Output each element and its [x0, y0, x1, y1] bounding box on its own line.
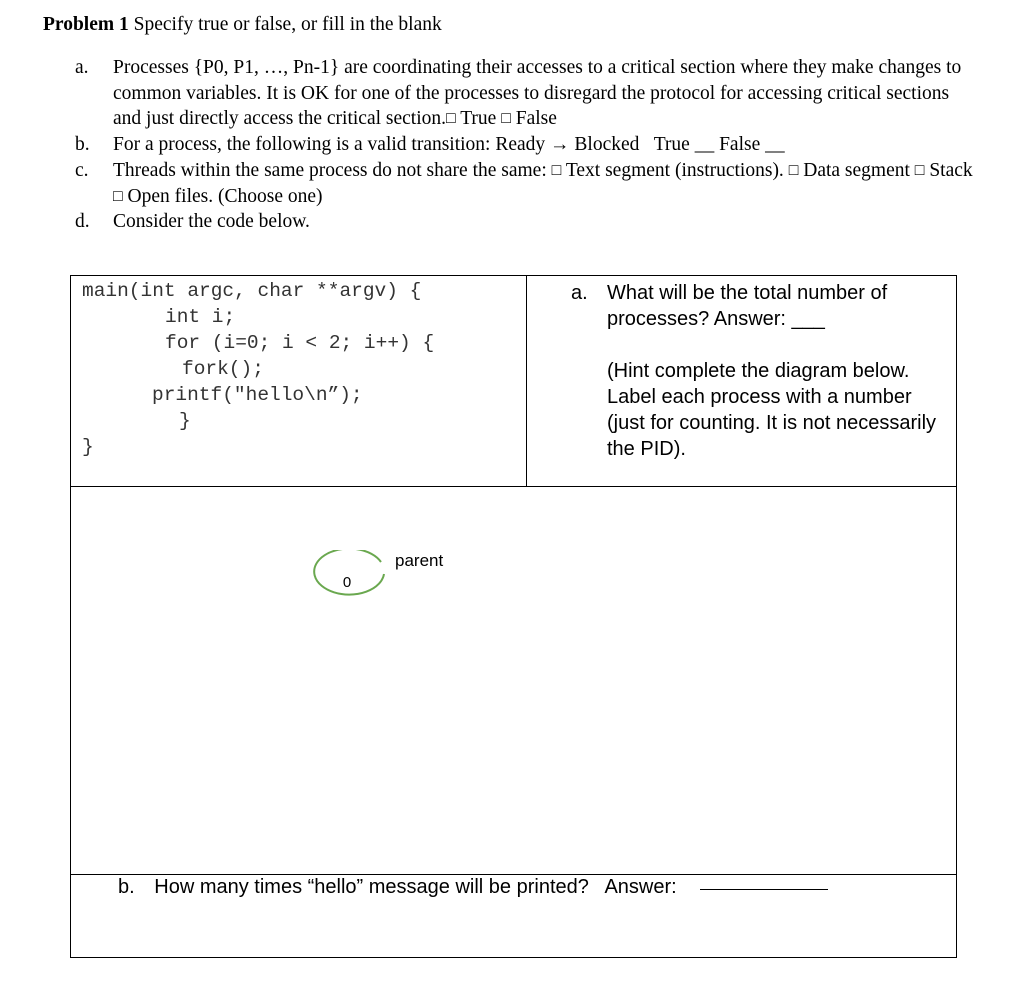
- question-a: [571, 280, 951, 462]
- question-b: [118, 876, 828, 899]
- problem-title: [43, 14, 442, 36]
- checkbox-true-a[interactable]: □: [446, 110, 456, 127]
- item-b-marker: b.: [75, 134, 90, 155]
- code-line-6: }: [179, 410, 191, 432]
- problem-instruction: Specify true or false, or fill in the blank: [133, 14, 442, 35]
- code-line-2: int i;: [165, 306, 236, 328]
- item-b-false-label: False: [719, 134, 761, 155]
- item-c-text: Threads within the same process do not share the same:: [113, 160, 547, 181]
- question-b-text: How many times “hello” message will be printed?: [154, 876, 589, 898]
- question-a-text: What will be the total number of processes? Answer:: [607, 282, 888, 330]
- item-a-marker: a.: [75, 57, 89, 78]
- checkbox-false-a[interactable]: □: [501, 110, 511, 127]
- code-line-7: }: [82, 436, 94, 458]
- item-a: [75, 55, 975, 132]
- blank-true-b[interactable]: __: [694, 134, 715, 155]
- checkbox-data-segment[interactable]: □: [788, 162, 799, 179]
- item-c: [75, 158, 975, 209]
- table-divider-vertical: [526, 276, 527, 486]
- question-a-hint: (Hint complete the diagram below. Label each process with a number (just for counting. It is not necessarily the PID).: [607, 360, 937, 460]
- code-line-3: for (i=0; i < 2; i++) {: [165, 332, 435, 354]
- item-d-text: Consider the code below.: [113, 211, 310, 232]
- item-c-opt4: Open files. (Choose one): [127, 185, 323, 207]
- item-c-opt3: Stack: [929, 160, 973, 181]
- item-c-opt2: Data segment: [803, 160, 910, 181]
- question-b-answer-label: Answer:: [604, 876, 677, 898]
- item-d: [75, 209, 975, 235]
- question-a-marker: a.: [571, 282, 588, 304]
- checkbox-text-segment[interactable]: □: [551, 162, 562, 179]
- code-line-5: printf("hello\n”);: [152, 384, 363, 406]
- process-node-circle: [311, 550, 391, 610]
- problem-number: Problem 1: [43, 14, 129, 35]
- question-table: [70, 275, 957, 958]
- process-diagram: [311, 550, 471, 610]
- code-line-1: main(int argc, char **argv) {: [82, 280, 422, 302]
- item-c-marker: c.: [75, 160, 89, 181]
- item-a-false-label: False: [515, 108, 557, 129]
- item-d-marker: d.: [75, 211, 90, 232]
- item-a-true-label: True: [460, 108, 497, 129]
- table-divider-bottom: [71, 874, 956, 875]
- question-b-marker: b.: [118, 876, 135, 898]
- process-node-number: 0: [342, 574, 352, 591]
- blank-false-b[interactable]: __: [765, 134, 785, 155]
- item-b: [75, 132, 975, 158]
- checkbox-open-files[interactable]: □: [113, 187, 123, 205]
- question-b-answer-blank[interactable]: [700, 889, 828, 890]
- checkbox-stack[interactable]: □: [914, 162, 925, 179]
- item-a-text: Processes {P0, P1, …, Pn-1} are coordinating their accesses to a critical section where they make changes to common variables. It is OK for one of the processes to disregard the protocol for accessing critical sections and just directly access the critical section.: [113, 57, 962, 129]
- process-node-label: parent: [395, 551, 444, 570]
- question-a-answer-blank[interactable]: ___: [791, 308, 825, 330]
- item-b-true-label: True: [653, 134, 690, 155]
- table-divider-top: [71, 486, 956, 487]
- item-c-opt1: Text segment (instructions).: [565, 160, 784, 181]
- code-line-4: fork();: [182, 358, 264, 380]
- item-b-text: For a process, the following is a valid transition: Ready → Blocked: [113, 134, 640, 155]
